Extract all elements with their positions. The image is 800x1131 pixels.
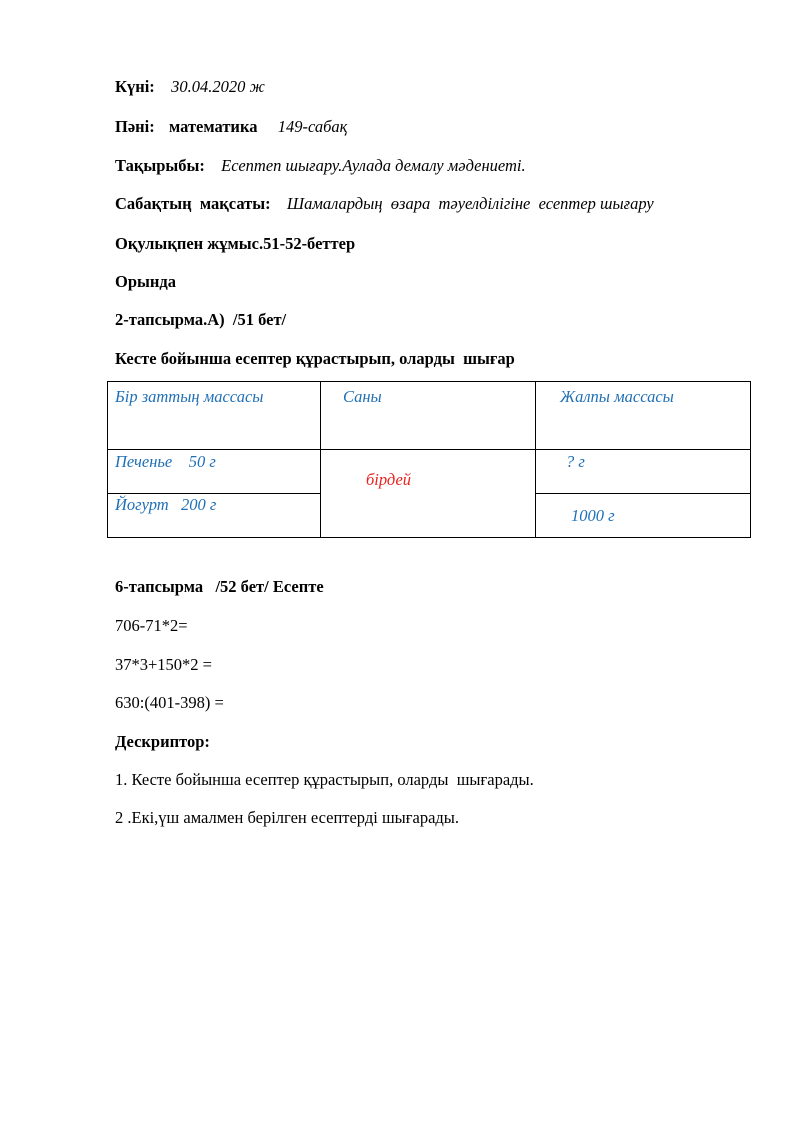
- descriptor-title: Дескриптор:: [115, 732, 210, 751]
- date-line: [115, 77, 265, 97]
- do-label: Орында: [115, 272, 176, 291]
- table-cell-shared-count: [321, 450, 536, 538]
- textbook-work: Оқулықпен жұмыс.51-52-беттер: [115, 234, 356, 253]
- descriptor-item-1: 1. Кесте бойынша есептер құрастырып, оларды шығарады.: [115, 770, 534, 789]
- subject-value: математика: [169, 117, 258, 136]
- mass-table: [107, 381, 751, 538]
- row-item-cookie: Печенье 50 г: [115, 452, 216, 471]
- lesson-number: 149-сабақ: [277, 117, 348, 136]
- goal-value: Шамалардың өзара тәуелділігіне есептер шығару: [286, 194, 654, 213]
- date-value: 30.04.2020 ж: [171, 77, 265, 96]
- table-cell: [536, 494, 751, 538]
- table-cell: [536, 450, 751, 494]
- table-header-row: [108, 382, 751, 450]
- subject-label: Пәні:: [115, 117, 155, 136]
- task6-title: 6-тапсырма /52 бет/ Есепте: [115, 577, 324, 596]
- row-total-unknown: ? г: [566, 452, 585, 471]
- goal-line: [115, 194, 654, 214]
- table-row: [108, 450, 751, 494]
- goal-label: Сабақтың мақсаты:: [115, 194, 271, 213]
- row-item-yogurt: Йогурт 200 г: [115, 495, 217, 514]
- subject-line: [115, 117, 347, 137]
- expression-2: 37*3+150*2 =: [115, 655, 212, 674]
- header-cell: [108, 382, 321, 450]
- row-total-known: 1000 г: [571, 506, 615, 525]
- shared-count: бірдей: [366, 470, 412, 489]
- date-label: Күні:: [115, 77, 155, 96]
- task2-instruction: Кесте бойынша есептер құрастырып, оларды шығар: [115, 349, 515, 368]
- descriptor-item-2: 2 .Екі,үш амалмен берілген есептерді шығарады.: [115, 808, 460, 827]
- header-count: Саны: [343, 387, 382, 406]
- header-unit-mass: Бір заттың массасы: [115, 387, 264, 406]
- table-cell: [108, 450, 321, 494]
- expression-1: 706-71*2=: [115, 616, 188, 635]
- topic-label: Тақырыбы:: [115, 156, 205, 175]
- header-cell: [321, 382, 536, 450]
- header-total-mass: Жалпы массасы: [560, 387, 674, 406]
- topic-line: [115, 156, 526, 176]
- task2-title: 2-тапсырма.А) /51 бет/: [115, 310, 287, 329]
- table-cell: [108, 494, 321, 538]
- expression-3: 630:(401-398) =: [115, 693, 224, 712]
- header-cell: [536, 382, 751, 450]
- topic-value: Есептеп шығару.Аулада демалу мәдениеті.: [221, 156, 526, 175]
